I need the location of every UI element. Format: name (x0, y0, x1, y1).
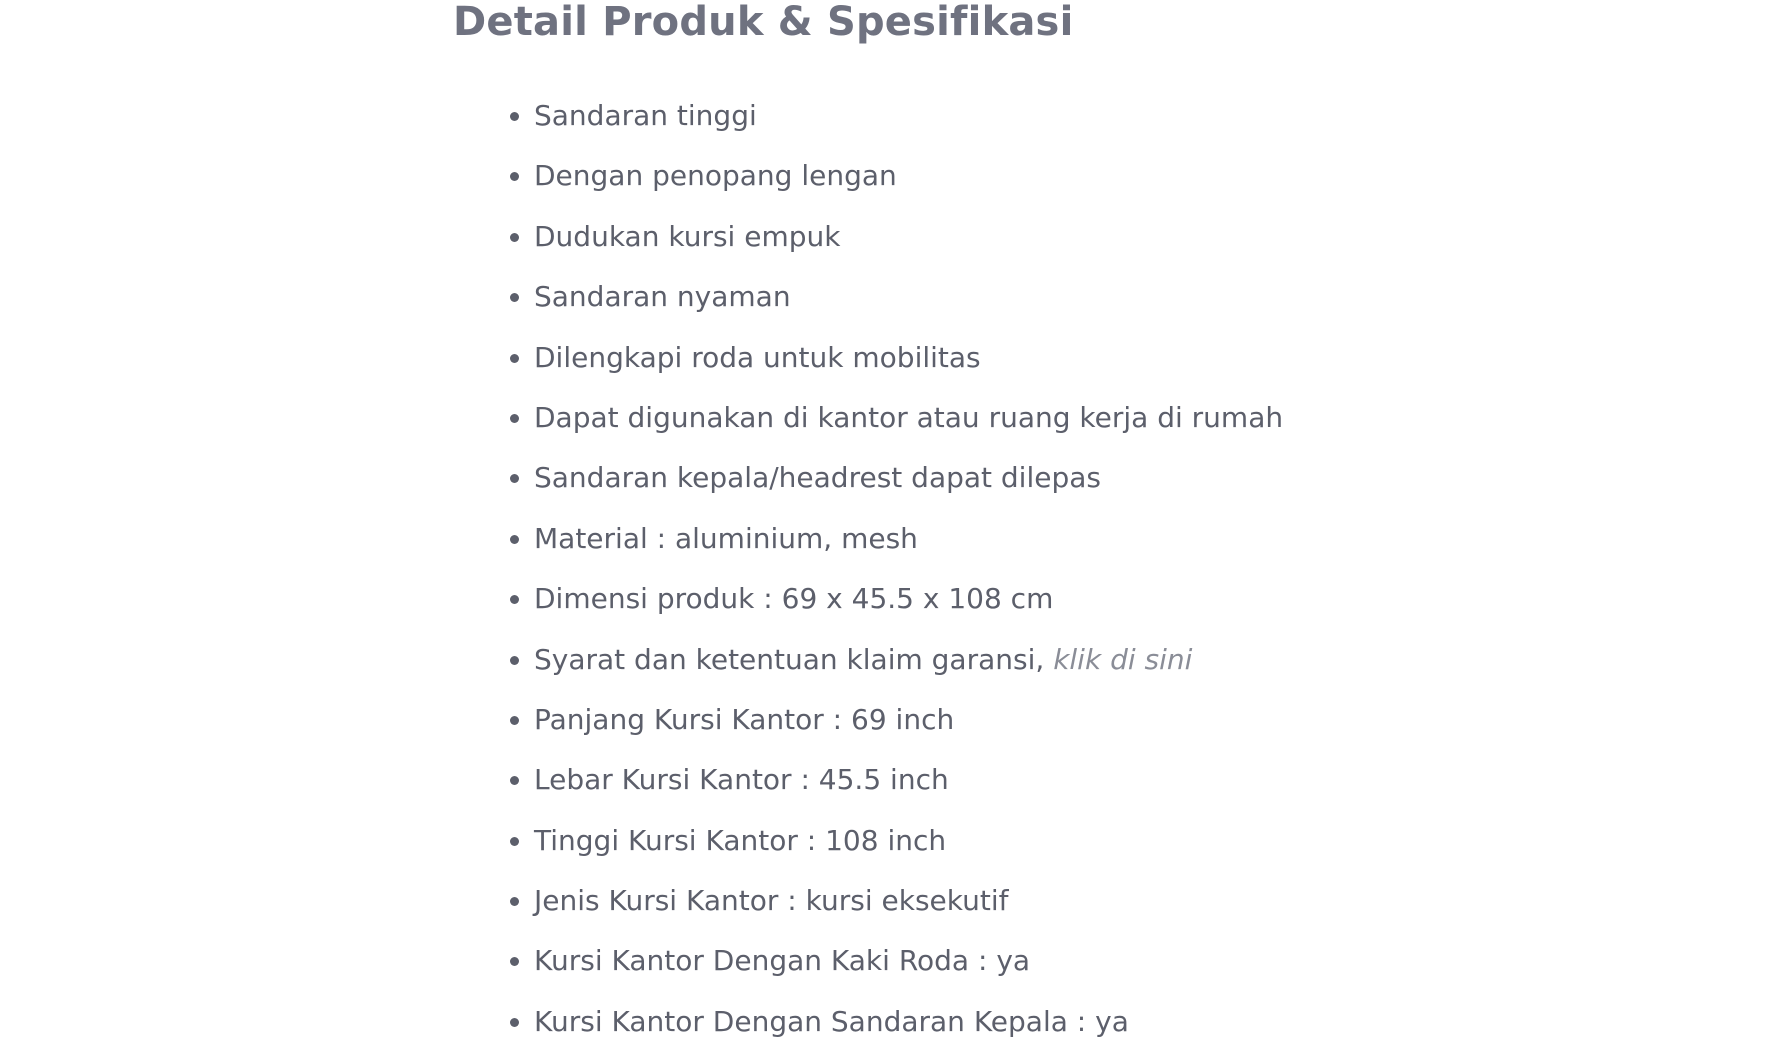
list-item (453, 817, 1353, 877)
bullet-icon (510, 595, 519, 604)
spec-item-text: Tinggi Kursi Kantor : 108 inch (534, 823, 947, 857)
bullet-icon (510, 414, 519, 423)
bullet-icon (510, 293, 519, 302)
spec-item-text: Dimensi produk : 69 x 45.5 x 108 cm (534, 582, 1054, 616)
list-item (453, 152, 1353, 212)
list-item (453, 575, 1353, 635)
bullet-icon (510, 112, 519, 121)
bullet-icon (510, 1018, 519, 1027)
list-item (453, 998, 1353, 1058)
list-item (453, 394, 1353, 454)
spec-list (453, 92, 1353, 1058)
list-item (453, 334, 1353, 394)
bullet-icon (510, 354, 519, 363)
warranty-terms-link[interactable]: klik di sini (1053, 642, 1193, 676)
bullet-icon (510, 172, 519, 181)
spec-item-text: Lebar Kursi Kantor : 45.5 inch (534, 763, 949, 797)
spec-item-text: Dilengkapi roda untuk mobilitas (534, 340, 981, 374)
section-title: Detail Produk & Spesifikasi (453, 0, 1074, 45)
bullet-icon (510, 776, 519, 785)
bullet-icon (510, 535, 519, 544)
bullet-icon (510, 897, 519, 906)
spec-item-text: Jenis Kursi Kantor : kursi eksekutif (534, 884, 1009, 918)
list-item (453, 213, 1353, 273)
spec-item-text: Syarat dan ketentuan klaim garansi, (534, 642, 1054, 676)
list-item (453, 92, 1353, 152)
list-item (453, 937, 1353, 997)
list-item (453, 454, 1353, 514)
list-item-warranty (453, 636, 1353, 696)
list-item (453, 696, 1353, 756)
spec-item-text: Kursi Kantor Dengan Sandaran Kepala : ya (534, 1004, 1129, 1038)
list-item (453, 273, 1353, 333)
bullet-icon (510, 233, 519, 242)
spec-item-text: Sandaran nyaman (534, 280, 791, 314)
bullet-icon (510, 716, 519, 725)
spec-item-text: Kursi Kantor Dengan Kaki Roda : ya (534, 944, 1031, 978)
bullet-icon (510, 656, 519, 665)
list-item (453, 515, 1353, 575)
spec-item-text: Dapat digunakan di kantor atau ruang kerja di rumah (534, 400, 1284, 434)
spec-item-text: Sandaran tinggi (534, 99, 757, 132)
list-item (453, 877, 1353, 937)
spec-item-text: Sandaran kepala/headrest dapat dilepas (534, 461, 1101, 495)
spec-item-text: Dengan penopang lengan (534, 159, 897, 193)
bullet-icon (510, 474, 519, 483)
bullet-icon (510, 837, 519, 846)
spec-item-text: Material : aluminium, mesh (534, 521, 918, 555)
bullet-icon (510, 957, 519, 966)
spec-item-text: Panjang Kursi Kantor : 69 inch (534, 702, 955, 736)
list-item (453, 756, 1353, 816)
spec-item-text: Dudukan kursi empuk (534, 219, 841, 253)
